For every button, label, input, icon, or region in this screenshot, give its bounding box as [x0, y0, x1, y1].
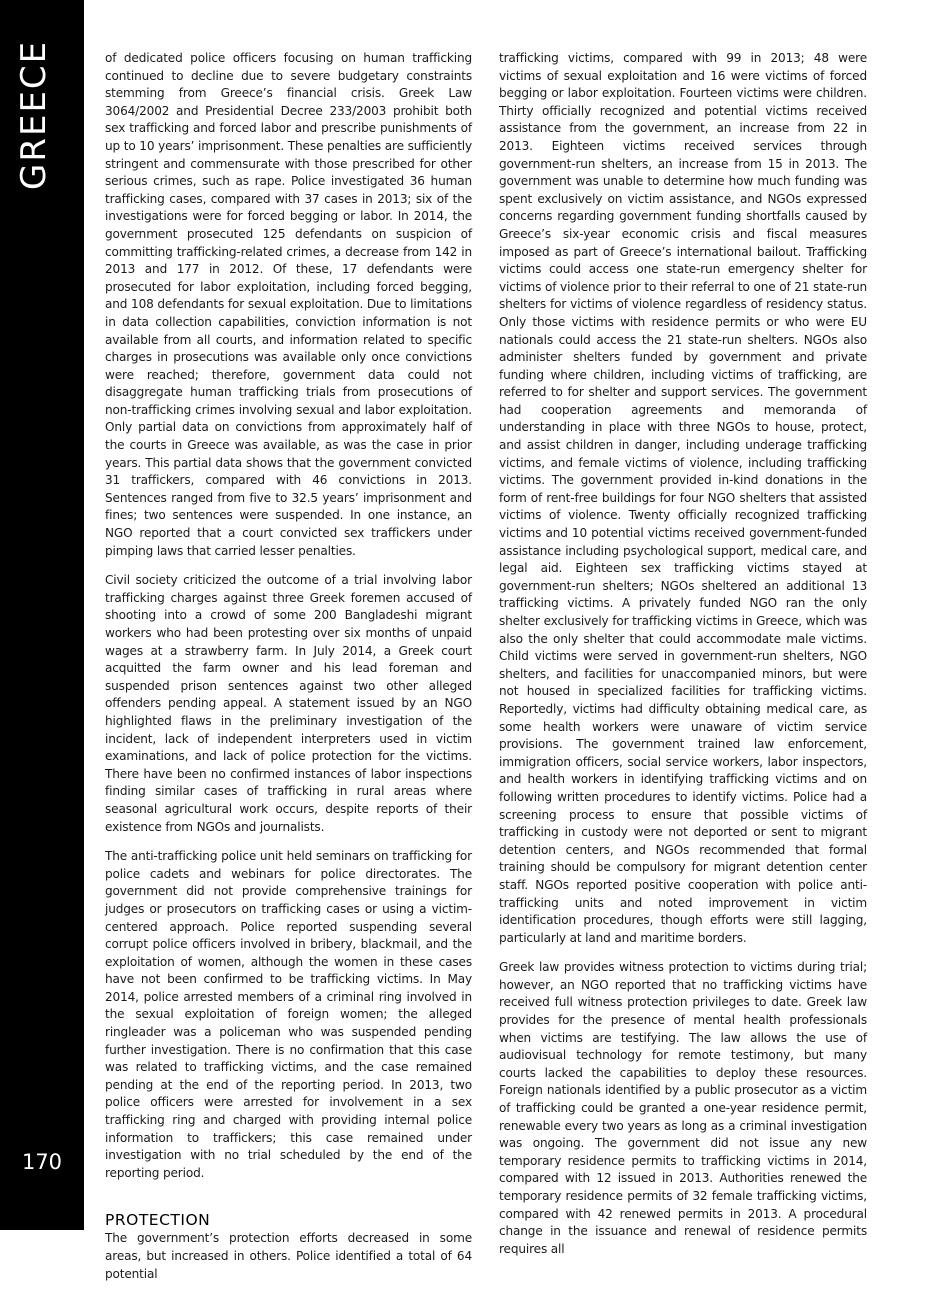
paragraph-victim-assistance: trafficking victims, compared with 99 in 2013; 48 were victims of sexual exploitation and 16 were victims of forced begging or labor exploitation. Fourteen victims were children. Thirty officially recognized and potential victims received assistance from the government, an increase from 22 in 2013. Eighteen victims received services through government-run shelters, an increase from 15 in 2013. The government was unable to determine how much funding was spent exclusively on victim assistance, and NGOs expressed concerns regarding government funding shortfalls caused by Greece’s six-year economic crisis and fiscal measures imposed as part of Greece’s international bailout. Trafficking victims could access one state-run emergency shelter for victims of violence prior to their referral to one of 21 state-run shelters for victims of violence regardless of residency status. Only those victims with residence permits or who were EU nationals could access the 21 state-run shelters. NGOs also administer shelters funded by government and private funding where children, including victims of trafficking, are referred to for shelter and support services. The government had cooperation agreements and memoranda of understanding in place with three NGOs to house, protect, and assist children in danger, including underage trafficking victims, and female victims of violence, including trafficking victims. The government provided in-kind donations in the form of rent-free buildings for four NGO shelters that assisted victims of violence. Twenty officially recognized trafficking victims and 10 potential victims received government-funded assistance including psychological support, medical care, and legal aid. Eighteen sex trafficking victims stayed at government-run shelters; NGOs sheltered an additional 13 trafficking victims. A privately funded NGO ran the only shelter exclusively for trafficking victims in Greece, which was also the only shelter that could accommodate male victims. Child victims were served in government-run shelters, NGO shelters, and facilities for unaccompanied minors, but were not housed in specialized facilities for trafficking victims. Reportedly, victims had difficulty obtaining medical care, as some health workers were unaware of victim service provisions. The government trained law enforcement, immigration officers, social service workers, labor inspectors, and health workers in identifying trafficking victims and on following written procedures to identify victims. Police had a screening process to ensure that possible victims of trafficking in custody were not deported or sent to migrant detention centers, and NGOs recommended that formal training should be compulsory for migrant detention center staff. NGOs reported positive cooperation with police anti-trafficking units and noted improvement in victim identification procedures, though efforts were still lagging, particularly at land and maritime borders.	[499, 51, 867, 945]
left-column	[105, 50, 472, 1295]
right-column	[499, 50, 867, 1270]
country-title: GREECE	[14, 39, 54, 190]
paragraph-protection-intro: The government’s protection efforts decreased in some areas, but increased in others. Police identified a total of 64 potential	[105, 1231, 472, 1281]
paragraph-police-training: The anti-trafficking police unit held seminars on trafficking for police cadets and webinars for police directorates. The government did not provide comprehensive trainings for judges or prosecutors on trafficking cases or using a victim-centered approach. Police reported suspending several corrupt police officers involved in bribery, blackmail, and the exploitation of women, although the women in these cases have not been confirmed to be trafficking victims. In May 2014, police arrested members of a criminal ring involved in the sexual exploitation of foreign women; the alleged ringleader was a policeman who was suspended pending further investigation. There is no confirmation that this case was related to trafficking victims, and the case remained pending at the end of the reporting period. In 2013, two police officers were arrested for involvement in a sex trafficking ring and charged with providing internal police information to traffickers; this case remained under investigation with no trial scheduled by the end of the reporting period.	[105, 849, 472, 1180]
paragraph-prosecution-data: of dedicated police officers focusing on human trafficking continued to decline due to severe budgetary constraints stemming from Greece’s financial crisis. Greek Law 3064/2002 and Presidential Decree 233/2003 prohibit both sex trafficking and forced labor and prescribe punishments of up to 10 years’ imprisonment. These penalties are sufficiently stringent and commensurate with those prescribed for other serious crimes, such as rape. Police investigated 36 human trafficking cases, compared with 37 cases in 2013; six of the investigations were for forced begging or labor. In 2014, the government prosecuted 125 defendants on suspicion of committing trafficking-related crimes, a decrease from 142 in 2013 and 177 in 2012. Of these, 17 defendants were prosecuted for labor exploitation, including forced begging, and 108 defendants for sexual exploitation. Due to limitations in data collection capabilities, conviction information is not available from all courts, and information related to specific charges in prosecutions was available only once convictions were reached; therefore, government data could not disaggregate human trafficking trials from prosecutions of non-trafficking crimes involving sexual and labor exploitation. Only partial data on convictions from approximately half of the courts in Greece was available, as was the case in prior years. This partial data shows that the government convicted 31 traffickers, compared with 46 convictions in 2013. Sentences ranged from five to 32.5 years’ imprisonment and fines; two sentences were suspended. In one instance, an NGO reported that a court convicted sex traffickers under pimping laws that carried lesser penalties.	[105, 51, 472, 558]
page-number: 170	[21, 1150, 63, 1174]
paragraph-witness-protection: Greek law provides witness protection to victims during trial; however, an NGO reported that no trafficking victims have received full witness protection privileges to date. Greek law provides for the presence of mental health professionals when victims are testifying. The law allows the use of audiovisual technology for remote testimony, but many courts lacked the capabilities to deploy these resources. Foreign nationals identified by a public prosecutor as a victim of trafficking could be granted a one-year residence permit, renewable every two years as long as a criminal investigation was ongoing. The government did not issue any new temporary residence permits to trafficking victims in 2014, compared with 12 issued in 2013. Authorities renewed the temporary residence permits of 32 female trafficking victims, compared with 42 renewed permits in 2013. A procedural change in the issuance and renewal of residence permits requires all	[499, 960, 867, 1256]
sidebar	[0, 0, 84, 1230]
paragraph-civil-society: Civil society criticized the outcome of a trial involving labor trafficking charges against three Greek foremen accused of shooting into a crowd of some 200 Bangladeshi migrant workers who had been protesting over six months of unpaid wages at a strawberry farm. In July 2014, a Greek court acquitted the farm owner and his lead foreman and suspended prison sentences against two other alleged offenders pending appeal. A statement issued by an NGO highlighted flaws in the preliminary investigation of the incident, lack of independent interpreters used in victim examinations, and lack of police protection for the victims. There have been no confirmed instances of labor inspections finding similar cases of trafficking in rural areas where seasonal agricultural work occurs, despite reports of their existence from NGOs and journalists.	[105, 573, 472, 834]
section-heading-protection: PROTECTION	[105, 1211, 211, 1230]
